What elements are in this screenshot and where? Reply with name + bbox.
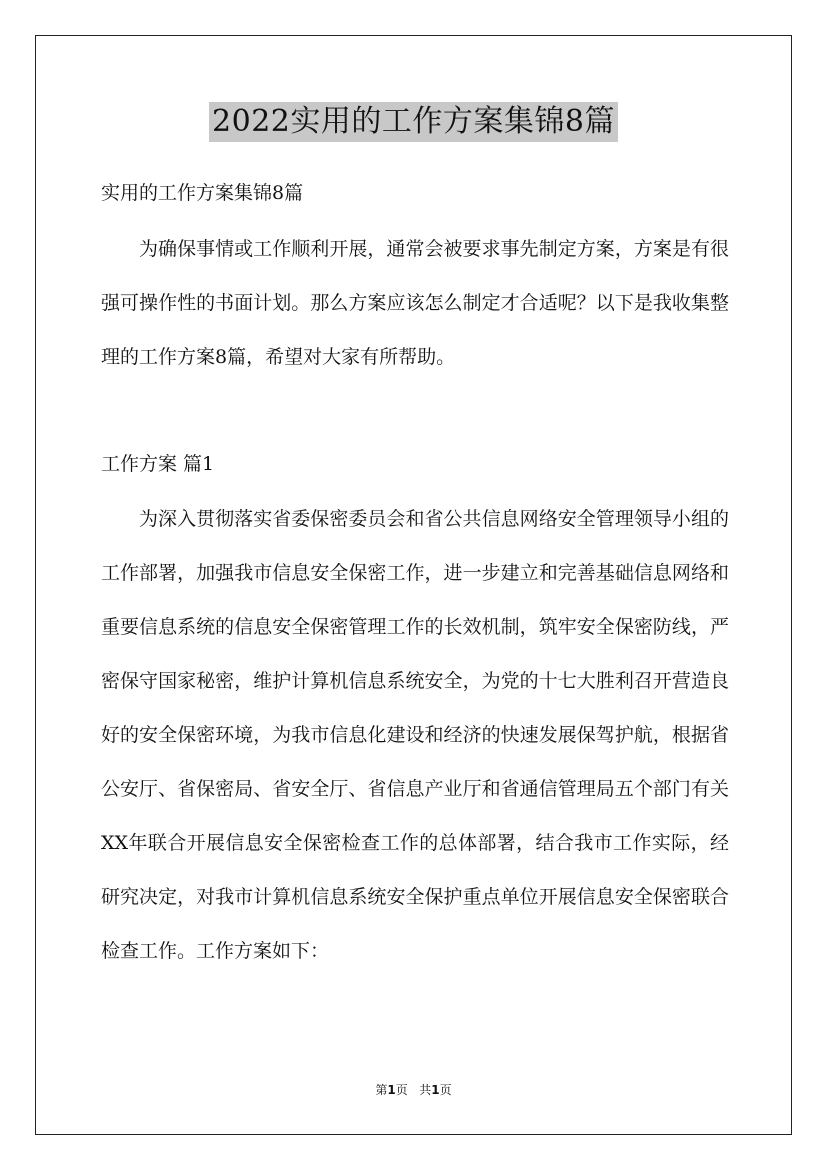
page-unit: 页 [395, 1083, 408, 1097]
section-heading: 工作方案 篇1 [101, 453, 215, 475]
document-title: 2022实用的工作方案集锦8篇 [209, 102, 618, 142]
total-prefix: 共 [419, 1083, 432, 1097]
document-subtitle: 实用的工作方案集锦8篇 [101, 182, 304, 204]
title-area [0, 102, 827, 142]
total-page-number: 1 [431, 1083, 440, 1097]
intro-paragraph: 为确保事情或工作顺利开展，通常会被要求事先制定方案，方案是有很强可操作性的书面计划。那么方案应该怎么制定才合适呢？以下是我收集整理的工作方案8篇，希望对大家有所帮助。 [101, 238, 729, 368]
page-footer [0, 1082, 827, 1098]
page-prefix: 第 [375, 1083, 388, 1097]
total-unit: 页 [439, 1083, 452, 1097]
section-body-paragraph: 为深入贯彻落实省委保密委员会和省公共信息网络安全管理领导小组的工作部署，加强我市信息安全保密工作，进一步建立和完善基础信息网络和重要信息系统的信息安全保密管理工作的长效机制，筑牢安全保密防线，严密保守国家秘密，维护计算机信息系统安全，为党的十七大胜利召开营造良好的安全保密环境，为我市信息化建设和经济的快速发展保驾护航，根据省公安厅、省保密局、省安全厅、省信息产业厅和省通信管理局五个部门有关XX年联合开展信息安全保密检查工作的总体部署，结合我市工作实际，经研究决定，对我市计算机信息系统安全保护重点单位开展信息安全保密联合检查工作。工作方案如下： [101, 508, 729, 962]
current-page-number: 1 [387, 1083, 396, 1097]
